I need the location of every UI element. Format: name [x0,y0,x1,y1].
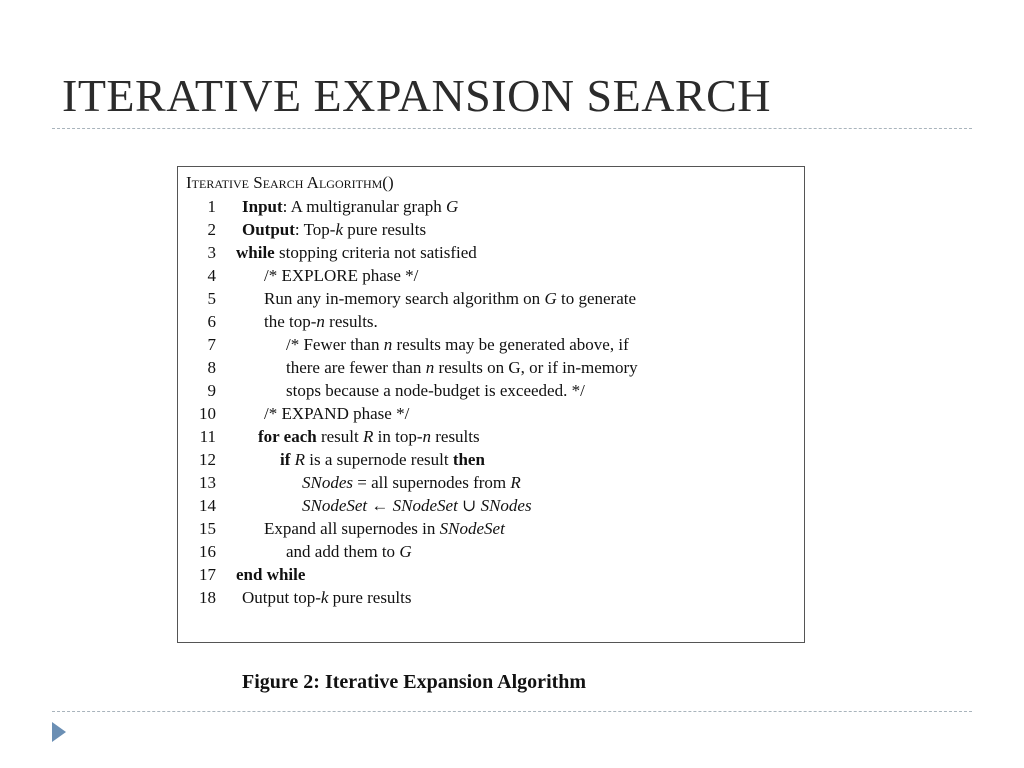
line-text: while stopping criteria not satisfied [236,243,477,262]
line-number: 14 [199,496,216,515]
line-number: 7 [207,335,216,354]
line-number: 18 [199,588,216,607]
line-text: there are fewer than n results on G, or if in-memory [286,358,638,377]
line-text: /* EXPLORE phase */ [264,266,419,285]
line-number: 8 [207,358,216,377]
algorithm-line [178,494,804,517]
line-number: 9 [207,381,216,400]
line-number: 17 [199,565,216,584]
line-text: Output top-k pure results [242,588,412,607]
algorithm-line [178,563,804,586]
line-number: 12 [199,450,216,469]
line-number: 2 [207,220,216,239]
slide-title: ITERATIVE EXPANSION SEARCH [62,70,771,121]
line-number: 11 [199,427,216,446]
line-text: the top-n results. [264,312,378,331]
algorithm-line [178,195,804,218]
line-number: 1 [207,197,216,216]
algorithm-line [178,448,804,471]
line-text: Output: Top-k pure results [242,220,427,239]
algorithm-name [186,172,394,194]
line-number: 3 [207,243,216,262]
line-number: 10 [199,404,216,423]
title-divider [52,128,972,129]
line-number: 15 [199,519,216,538]
figure-caption: Figure 2: Iterative Expansion Algorithm [242,671,587,693]
algorithm-line [178,333,804,356]
line-text: /* EXPAND phase */ [264,404,410,423]
line-number: 13 [199,473,216,492]
line-text: if R is a supernode result then [280,450,485,469]
line-text: SNodes = all supernodes from R [302,473,521,492]
footer-divider [52,711,972,712]
algorithm-name-text: Iterative Search Algorithm [186,173,383,192]
algorithm-line [178,264,804,287]
line-text: stops because a node-budget is exceeded. */ [286,381,585,400]
line-number: 4 [207,266,216,285]
algorithm-line [178,379,804,402]
algorithm-line [178,356,804,379]
line-text: Run any in-memory search algorithm on G to generate [264,289,637,308]
line-text: Expand all supernodes in SNodeSet [264,519,505,538]
algorithm-line [178,241,804,264]
line-number: 16 [199,542,216,561]
algorithm-name-suffix: () [382,173,394,192]
algorithm-line [178,517,804,540]
line-text: /* Fewer than n results may be generated above, if [286,335,629,354]
algorithm-line [178,218,804,241]
algorithm-line [178,586,804,609]
line-text: SNodeSet ← SNodeSet ∪ SNodes [302,496,532,515]
algorithm-box [177,166,805,643]
algorithm-line [178,540,804,563]
triangle-right-icon [52,722,66,742]
algorithm-line [178,402,804,425]
line-text: Input: A multigranular graph G [242,197,459,216]
line-number: 5 [207,289,216,308]
algorithm-line [178,287,804,310]
line-text: end while [236,565,306,584]
line-text: for each result R in top-n results [258,427,480,446]
algorithm-line [178,471,804,494]
line-text: and add them to G [286,542,412,561]
line-number: 6 [207,312,216,331]
algorithm-line [178,310,804,333]
algorithm-line [178,425,804,448]
